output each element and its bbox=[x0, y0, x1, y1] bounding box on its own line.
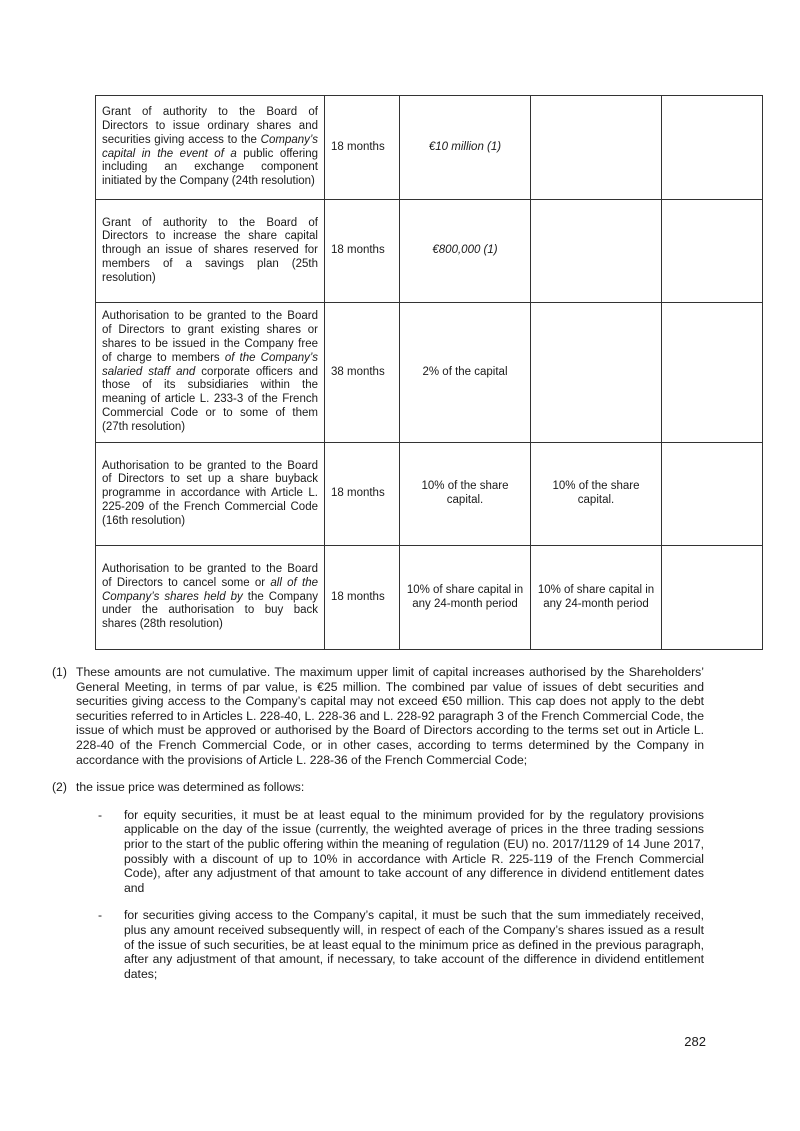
duration-cell: 18 months bbox=[325, 443, 400, 546]
resolution-description bbox=[96, 303, 325, 443]
list-item-text: for equity securities, it must be at least equal to the minimum provided for by the regulatory provisions applicable on the day of the issue (currently, the weighted average of prices in the three trading sessions prior to the start of the public offering within the meaning of regulation (EU) no. 2017/1129 of 14 June 2017, possibly with a discount of up to 10% in accordance with Article R. 225-119 of the French Commercial Code), after any adjustment of that amount to take account of any difference in dividend entitlement dates and bbox=[124, 807, 704, 895]
limit-used-cell bbox=[531, 96, 662, 200]
resolution-description bbox=[96, 96, 325, 200]
resolution-description bbox=[96, 546, 325, 650]
description-text: Authorisation to be granted to the Board of Directors to set up a share buyback programme in accordance with Article L. 225-209 of the French Commercial Code (16th resolution) bbox=[102, 459, 318, 527]
empty-cell bbox=[662, 303, 763, 443]
limit-cell: €10 million (1) bbox=[400, 96, 531, 200]
table-row bbox=[96, 546, 763, 650]
description-text: Grant of authority to the Board of Directors to increase the share capital through an issue of shares reserved for members of a savings plan (25th resolution) bbox=[102, 216, 318, 284]
list-item-text: for securities giving access to the Company’s capital, it must be such that the sum immediately received, plus any amount received subsequently will, in respect of each of the Company’s shares issued as a result of the issue of such securities, be at least equal to the minimum price as defined in the previous paragraph, after any adjustment of that amount, if necessary, to take account of the difference in dividend entitlement dates; bbox=[124, 908, 704, 981]
duration-cell: 18 months bbox=[325, 546, 400, 650]
limit-cell: 2% of the capital bbox=[400, 303, 531, 443]
description-text: Grant of authority to the Board of Directors to issue ordinary shares and securities giving access to the bbox=[102, 106, 318, 146]
list-item bbox=[98, 908, 704, 981]
limit-cell: €800,000 (1) bbox=[400, 200, 531, 303]
footnote-number: (2) bbox=[52, 780, 67, 795]
list-item bbox=[98, 808, 704, 896]
table-body bbox=[96, 96, 763, 650]
limit-used-cell: 10% of share capital in any 24-month period bbox=[531, 546, 662, 650]
footnote-2 bbox=[52, 780, 704, 795]
footnote-text: the issue price was determined as follows: bbox=[76, 780, 305, 795]
footnote-number: (1) bbox=[52, 665, 67, 679]
table-row bbox=[96, 96, 763, 200]
limit-used-cell: 10% of the share capital. bbox=[531, 443, 662, 546]
description-italic-text: of the Company’s salaried staff and bbox=[102, 351, 318, 378]
resolution-description bbox=[96, 443, 325, 546]
empty-cell bbox=[662, 546, 763, 650]
description-text: corporate officers and those of its subsidiaries within the meaning of article L. 233-3 of the French Commercial Code or to some of them (27th resolution) bbox=[102, 365, 318, 433]
duration-cell: 18 months bbox=[325, 96, 400, 200]
duration-cell: 18 months bbox=[325, 200, 400, 303]
limit-cell: 10% of the share capital. bbox=[400, 443, 531, 546]
description-italic-text: Company’s capital in the event of a bbox=[102, 133, 318, 160]
empty-cell bbox=[662, 443, 763, 546]
table-row bbox=[96, 303, 763, 443]
list-dash: - bbox=[98, 807, 103, 822]
resolution-description bbox=[96, 200, 325, 303]
table-row bbox=[96, 200, 763, 303]
description-text: Authorisation to be granted to the Board of Directors to grant existing shares or shares to be issued in the Company free of charge to members bbox=[102, 310, 318, 364]
limit-cell: 10% of share capital in any 24-month period bbox=[400, 546, 531, 650]
empty-cell bbox=[662, 96, 763, 200]
empty-cell bbox=[662, 200, 763, 303]
description-text: Authorisation to be granted to the Board of Directors to cancel some or bbox=[102, 563, 318, 589]
limit-used-cell bbox=[531, 303, 662, 443]
footnotes bbox=[52, 665, 704, 994]
footnote-1 bbox=[52, 665, 704, 767]
resolutions-table bbox=[95, 95, 763, 650]
description-italic-text: all of the Company’s shares held by bbox=[102, 576, 318, 603]
duration-cell: 38 months bbox=[325, 303, 400, 443]
list-dash: - bbox=[98, 908, 103, 923]
description-text: public offering including an exchange component initiated by the Company (24th resolution) bbox=[102, 147, 318, 188]
table-row bbox=[96, 443, 763, 546]
page-number: 282 bbox=[684, 1034, 706, 1049]
footnote-text: These amounts are not cumulative. The maximum upper limit of capital increases authorised by the Shareholders’ General Meeting, in terms of par value, is €25 million. The combined par value of issues of debt securities and securities giving access to the Company’s capital may not exceed €50 million. This cap does not apply to the debt securities referred to in Articles L. 228-40, L. 228-36 and L. 228-92 paragraph 3 of the French Commercial Code, the issue of which must be approved or authorised by the Board of Directors according to the terms set out in Article L. 228-40 of the French Commercial Code, or in other cases, according to terms determined by the Company in accordance with the provisions of Article L. 228-36 of the French Commercial Code; bbox=[76, 665, 704, 767]
limit-used-cell bbox=[531, 200, 662, 303]
description-text: the Company under the authorisation to buy back shares (28th resolution) bbox=[102, 590, 318, 631]
